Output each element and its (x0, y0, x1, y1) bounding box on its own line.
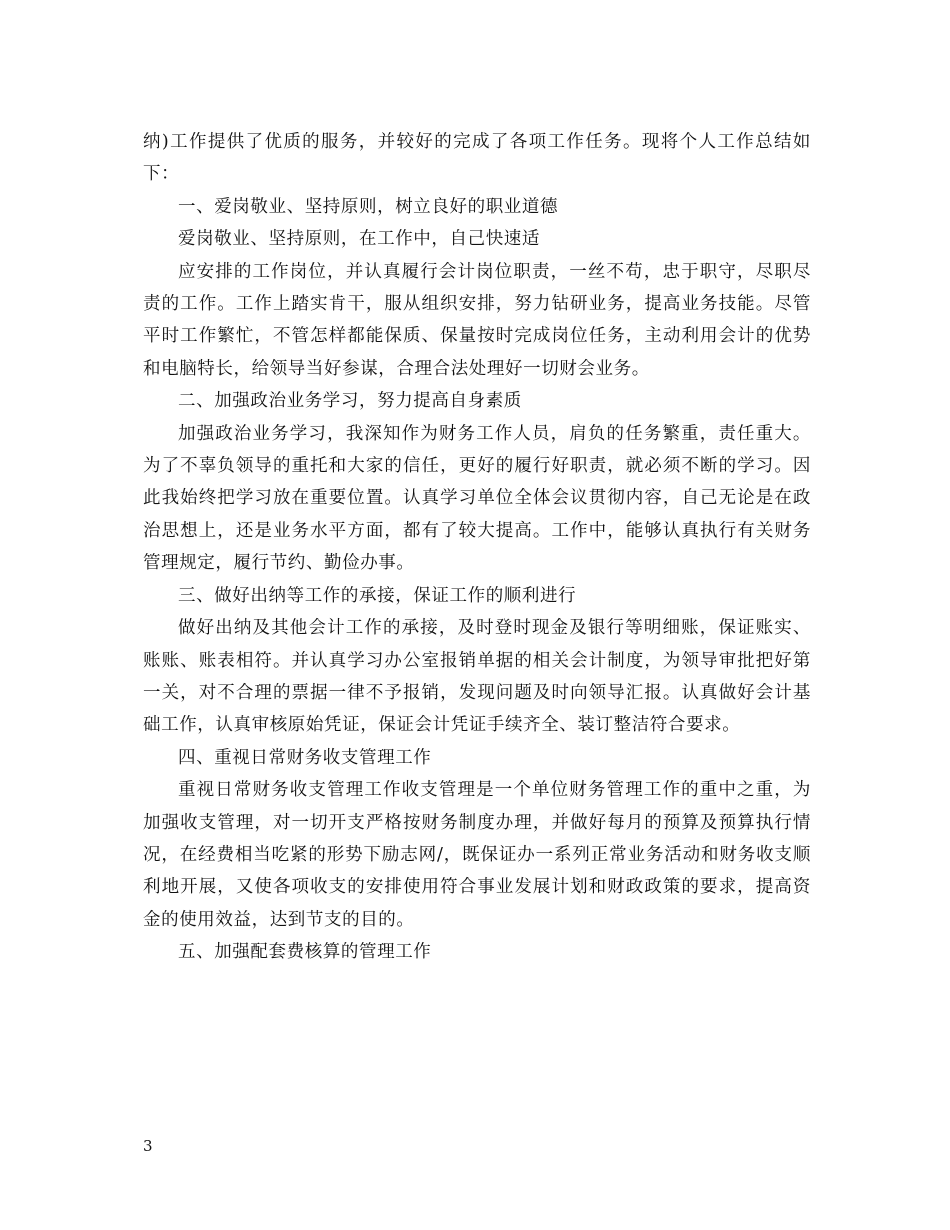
section-heading-2: 二、加强政治业务学习，努力提高自身素质 (178, 391, 522, 412)
paragraph-3: 做好出纳及其他会计工作的承接，及时登时现金及银行等明细账，保证账实、账账、账表相符。并认真学习办公室报销单据的相关会计制度，为领导审批把好第一关，对不合理的票据一律不予报销，发现问题及时向领导汇报。认真做好会计基础工作，认真审核原始凭证，保证会计凭证手续齐全、装订整洁符合要求。 (143, 618, 811, 736)
paragraph-intro-continued: 纳)工作提供了优质的服务，并较好的完成了各项工作任务。现将个人工作总结如下： (143, 132, 811, 185)
section-heading-3: 三、做好出纳等工作的承接，保证工作的顺利进行 (178, 585, 577, 606)
paragraph-4: 重视日常财务收支管理工作收支管理是一个单位财务管理工作的重中之重，为加强收支管理，对一切开支严格按财务制度办理，并做好每月的预算及预算执行情况，在经费相当吃紧的形势下励志网/，既保证办一系列正常业务活动和财务收支顺利地开展，又使各项收支的安排使用符合事业发展计划和财政政策的要求，提高资金的使用效益，达到节支的目的。 (143, 780, 811, 930)
document-body (143, 126, 811, 969)
section-heading-5: 五、加强配套费核算的管理工作 (178, 942, 432, 963)
section-heading-1: 一、爱岗敬业、坚持原则，树立良好的职业道德 (178, 196, 559, 217)
section-heading-4: 四、重视日常财务收支管理工作 (178, 747, 432, 768)
paragraph-1b: 应安排的工作岗位，并认真履行会计岗位职责，一丝不苟，忠于职守，尽职尽责的工作。工作上踏实肯干，服从组织安排，努力钻研业务，提高业务技能。尽管平时工作繁忙，不管怎样都能保质、保量按时完成岗位任务，主动利用会计的优势和电脑特长，给领导当好参谋，合理合法处理好一切财会业务。 (143, 261, 811, 379)
paragraph-1a: 爱岗敬业、坚持原则，在工作中，自己快速适 (178, 229, 540, 250)
paragraph-2: 加强政治业务学习，我深知作为财务工作人员，肩负的任务繁重，责任重大。为了不辜负领导的重托和大家的信任，更好的履行好职责，就必须不断的学习。因此我始终把学习放在重要位置。认真学习单位全体会议贯彻内容，自己无论是在政治思想上，还是业务水平方面，都有了较大提高。工作中，能够认真执行有关财务管理规定，履行节约、勤俭办事。 (143, 423, 811, 574)
page-number: 3 (143, 1137, 153, 1155)
